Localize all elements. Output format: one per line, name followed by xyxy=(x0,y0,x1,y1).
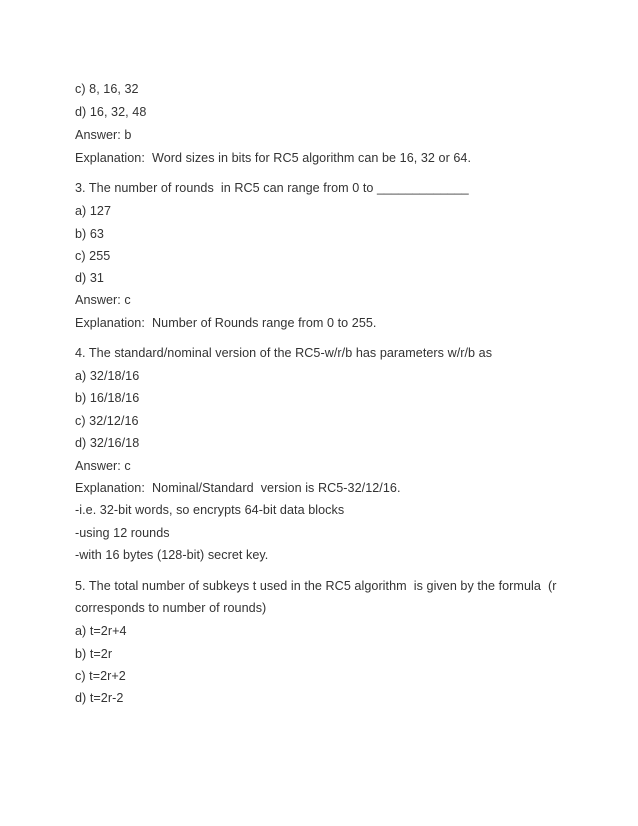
option-c-q2: c) 8, 16, 32 xyxy=(75,82,139,96)
option-b-q4: b) 16/18/16 xyxy=(75,391,140,405)
answer-q4: Answer: c xyxy=(75,459,131,473)
answer-q3: Answer: c xyxy=(75,293,131,307)
option-b-q3: b) 63 xyxy=(75,227,104,241)
explanation-q4-detail-3: -with 16 bytes (128-bit) secret key. xyxy=(75,548,269,562)
explanation-q3: Explanation: Number of Rounds range from 0 to 255. xyxy=(75,316,377,330)
option-a-q3: a) 127 xyxy=(75,204,112,218)
option-d-q4: d) 32/16/18 xyxy=(75,436,140,450)
explanation-q2: Explanation: Word sizes in bits for RC5 algorithm can be 16, 32 or 64. xyxy=(75,151,472,165)
option-c-q5: c) t=2r+2 xyxy=(75,669,126,683)
option-a-q4: a) 32/18/16 xyxy=(75,369,140,383)
option-d-q3: d) 31 xyxy=(75,271,104,285)
explanation-q4: Explanation: Nominal/Standard version is RC5-32/12/16. xyxy=(75,481,401,495)
question-5: 5. The total number of subkeys t used in the RC5 algorithm is given by the formula (r xyxy=(75,579,557,593)
question-4: 4. The standard/nominal version of the RC5-w/r/b has parameters w/r/b as xyxy=(75,346,493,360)
answer-q2: Answer: b xyxy=(75,128,132,142)
option-d-q5: d) t=2r-2 xyxy=(75,691,124,705)
question-5-continued: corresponds to number of rounds) xyxy=(75,601,267,615)
option-a-q5: a) t=2r+4 xyxy=(75,624,127,638)
option-c-q3: c) 255 xyxy=(75,249,111,263)
option-d-q2: d) 16, 32, 48 xyxy=(75,105,147,119)
explanation-q4-detail-2: -using 12 rounds xyxy=(75,526,170,540)
question-3: 3. The number of rounds in RC5 can range from 0 to _____________ xyxy=(75,181,469,195)
option-c-q4: c) 32/12/16 xyxy=(75,414,139,428)
option-b-q5: b) t=2r xyxy=(75,647,113,661)
explanation-q4-detail-1: -i.e. 32-bit words, so encrypts 64-bit data blocks xyxy=(75,503,345,517)
